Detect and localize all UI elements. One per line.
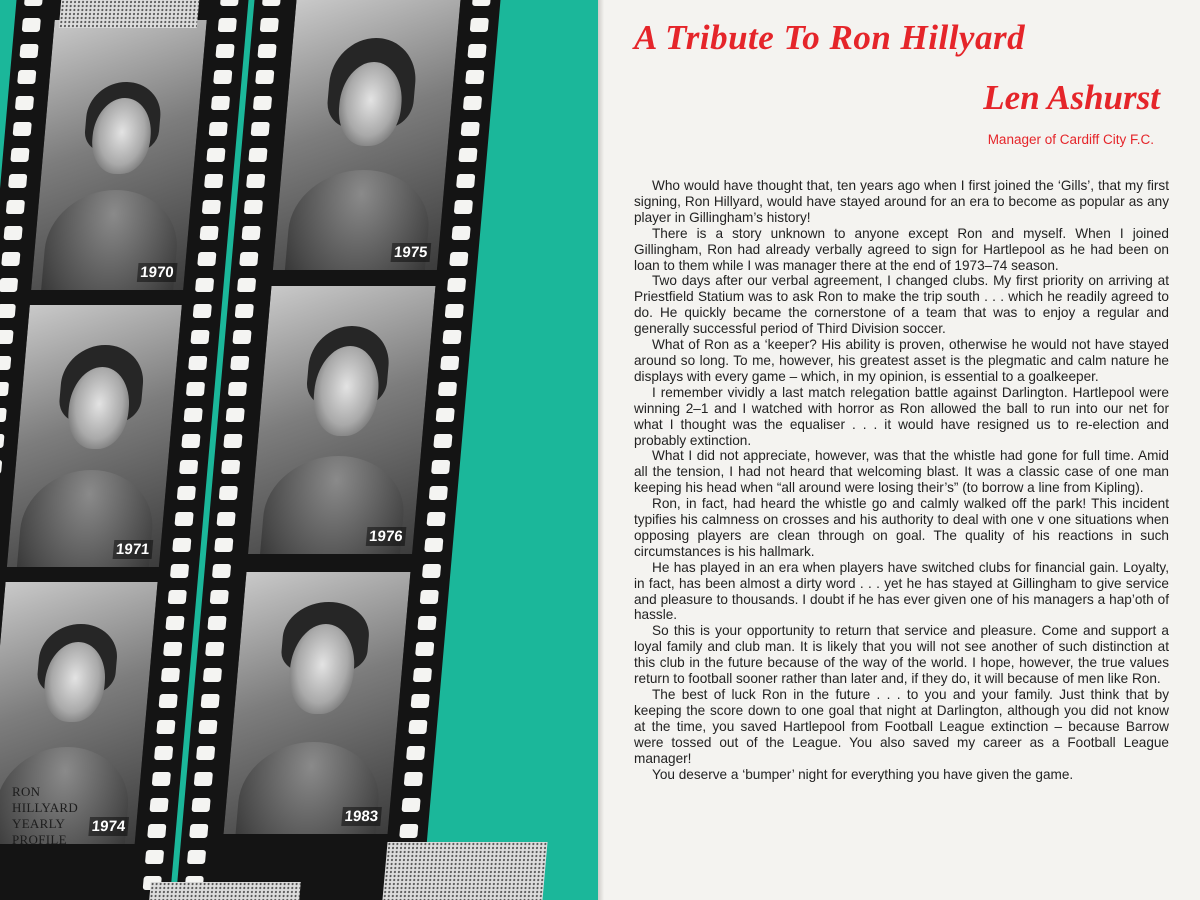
sprocket-hole bbox=[170, 564, 189, 578]
film-texture bbox=[382, 842, 547, 900]
sprocket-hole bbox=[201, 694, 220, 708]
sprocket-hole bbox=[0, 304, 16, 318]
sprocket-hole bbox=[193, 304, 212, 318]
sprocket-hole bbox=[200, 226, 219, 240]
sprocket-hole bbox=[1, 252, 20, 266]
sprocket-hole bbox=[239, 252, 258, 266]
sprocket-hole bbox=[4, 226, 23, 240]
sprocket-hole bbox=[19, 44, 38, 58]
article-paragraph: Ron, in fact, had heard the whistle go and calmly walked off the park! This incident typifies his calmness on crosses and his authority to deal with one v one situations when opposing players are clean through on goal. The quality of his reactions in such circumstances is his hallmark. bbox=[634, 496, 1169, 559]
sprocket-hole bbox=[156, 720, 175, 734]
sprocket-hole bbox=[149, 798, 168, 812]
sprocket-hole bbox=[196, 746, 215, 760]
photo-year-label: 1970 bbox=[136, 263, 177, 282]
sprocket-hole bbox=[207, 616, 226, 630]
sprocket-hole bbox=[463, 96, 482, 110]
sprocket-hole bbox=[15, 96, 34, 110]
sprocket-hole bbox=[461, 122, 480, 136]
sprocket-hole bbox=[442, 330, 461, 344]
sprocket-hole bbox=[262, 0, 281, 6]
sprocket-hole bbox=[426, 512, 445, 526]
sprocket-hole bbox=[10, 148, 29, 162]
sprocket-hole bbox=[251, 122, 270, 136]
sprocket-hole bbox=[197, 252, 216, 266]
sprocket-hole bbox=[194, 772, 213, 786]
sprocket-hole bbox=[152, 772, 171, 786]
sprocket-hole bbox=[417, 616, 436, 630]
sprocket-hole bbox=[186, 382, 205, 396]
sprocket-hole bbox=[454, 200, 473, 214]
sprocket-hole bbox=[230, 356, 249, 370]
sprocket-hole bbox=[13, 122, 32, 136]
sprocket-hole bbox=[465, 70, 484, 84]
article-title: A Tribute To Ron Hillyard bbox=[634, 18, 1026, 57]
sprocket-hole bbox=[452, 226, 471, 240]
photo-frame-1975 bbox=[273, 0, 461, 270]
photo-year-label: 1983 bbox=[341, 807, 382, 826]
sprocket-hole bbox=[179, 460, 198, 474]
profile-caption-line: YEARLY bbox=[12, 816, 66, 831]
sprocket-hole bbox=[204, 174, 223, 188]
sprocket-hole bbox=[401, 798, 420, 812]
sprocket-hole bbox=[413, 668, 432, 682]
sprocket-hole bbox=[449, 252, 468, 266]
sprocket-hole bbox=[0, 434, 5, 448]
author-role: Manager of Cardiff City F.C. bbox=[987, 132, 1154, 147]
right-page bbox=[604, 0, 1200, 900]
sprocket-hole bbox=[424, 538, 443, 552]
sprocket-hole bbox=[174, 512, 193, 526]
article-paragraph: So this is your opportunity to return that service and pleasure. Come and support a loyal family and club man. It is likely that you will not see another of such distinction at this club in the future because of the way of the world. I hope, however, the true values return to football sooner rather than later and, if they do, it will because of men like Ron. bbox=[634, 623, 1169, 687]
sprocket-hole bbox=[220, 0, 239, 6]
photo-frame-1976 bbox=[248, 286, 435, 554]
film-texture bbox=[149, 882, 301, 900]
sprocket-hole bbox=[184, 408, 203, 422]
sprocket-hole bbox=[172, 538, 191, 552]
left-page bbox=[0, 0, 598, 900]
sprocket-hole bbox=[211, 96, 230, 110]
sprocket-hole bbox=[429, 486, 448, 500]
sprocket-hole bbox=[458, 148, 477, 162]
sprocket-hole bbox=[257, 44, 276, 58]
sprocket-hole bbox=[467, 44, 486, 58]
sprocket-hole bbox=[244, 200, 263, 214]
sprocket-hole bbox=[8, 174, 27, 188]
sprocket-hole bbox=[470, 18, 489, 32]
article-body bbox=[634, 178, 1169, 782]
sprocket-hole bbox=[209, 122, 228, 136]
sprocket-hole bbox=[255, 70, 274, 84]
sprocket-hole bbox=[0, 330, 14, 344]
sprocket-hole bbox=[438, 382, 457, 396]
sprocket-hole bbox=[0, 460, 2, 474]
sprocket-hole bbox=[212, 564, 231, 578]
sprocket-hole bbox=[202, 200, 221, 214]
sprocket-hole bbox=[420, 590, 439, 604]
sprocket-hole bbox=[228, 382, 247, 396]
profile-caption-line: PROFILE bbox=[12, 832, 67, 847]
photo-year-label: 1975 bbox=[390, 243, 431, 262]
photo-frame-1970 bbox=[31, 20, 207, 290]
sprocket-hole bbox=[408, 720, 427, 734]
sprocket-hole bbox=[235, 304, 254, 318]
sprocket-hole bbox=[219, 486, 238, 500]
sprocket-hole bbox=[189, 824, 208, 838]
sprocket-hole bbox=[145, 850, 164, 864]
photo-frame-1983 bbox=[224, 572, 411, 834]
photo-year-label: 1974 bbox=[88, 817, 129, 836]
photo-year-label: 1971 bbox=[112, 540, 153, 559]
sprocket-hole bbox=[226, 408, 245, 422]
sprocket-hole bbox=[154, 746, 173, 760]
sprocket-hole bbox=[0, 382, 9, 396]
sprocket-hole bbox=[422, 564, 441, 578]
sprocket-hole bbox=[198, 720, 217, 734]
sprocket-hole bbox=[22, 18, 41, 32]
sprocket-hole bbox=[406, 746, 425, 760]
sprocket-hole bbox=[203, 668, 222, 682]
sprocket-hole bbox=[6, 200, 25, 214]
sprocket-hole bbox=[195, 278, 214, 292]
sprocket-hole bbox=[436, 408, 455, 422]
article-paragraph: There is a story unknown to anyone except Ron and myself. When I joined Gillingham, Ron had already verbally agreed to sign for Hartlepool as he had been on loan to them while I was manager there at the end of 1973–74 season. bbox=[634, 225, 1169, 273]
sprocket-hole bbox=[242, 226, 261, 240]
sprocket-hole bbox=[253, 96, 272, 110]
photo-frame-1971 bbox=[7, 305, 182, 567]
article-paragraph: The best of luck Ron in the future . . . to you and your family. Just think that by keeping the score down to one goal that night at Darlington, although you did not know at the time, you saved Hartlepool from Football League extinction – because Barrow were tossed out of the League. You also saved my career as a Football League manager! bbox=[634, 687, 1169, 766]
article-paragraph: I remember vividly a last match relegation battle against Darlington. Hartlepool were winning 2–1 and I watched with horror as Ron allowed the ball to run into our net for what I thought was the equaliser . . . it would have resigned us to re-election and probably extinction. bbox=[634, 384, 1169, 448]
sprocket-hole bbox=[24, 0, 43, 6]
sprocket-hole bbox=[205, 642, 224, 656]
article-paragraph: What I did not appreciate, however, was that the whistle had gone for full time. Amid all the tension, I had not heard that welcoming blast. It was a classic case of one man keeping his head when “all around were losing their’s” (to borrow a line from Kipling). bbox=[634, 448, 1169, 496]
sprocket-hole bbox=[187, 850, 206, 864]
sprocket-hole bbox=[188, 356, 207, 370]
sprocket-hole bbox=[472, 0, 491, 6]
sprocket-hole bbox=[214, 538, 233, 552]
article-paragraph: He has played in an era when players have switched clubs for financial gain. Loyalty, in fact, has been almost a dirty word . . . yet he has stayed at Gillingham to give service and pleasure to thousands. I doubt if he has ever given one of his managers a hap’oth of hassle. bbox=[634, 559, 1169, 623]
article-paragraph: Who would have thought that, ten years ago when I first joined the ‘Gills’, that my first signing, Ron Hillyard, would have stayed around for an era to become as popular as any player in Gillingham’s history! bbox=[634, 178, 1169, 225]
sprocket-hole bbox=[213, 70, 232, 84]
article-author: Len Ashurst bbox=[983, 78, 1160, 117]
sprocket-hole bbox=[0, 356, 11, 370]
sprocket-hole bbox=[399, 824, 418, 838]
sprocket-hole bbox=[0, 408, 7, 422]
sprocket-hole bbox=[181, 434, 200, 448]
sprocket-hole bbox=[260, 18, 279, 32]
sprocket-hole bbox=[190, 330, 209, 344]
sprocket-hole bbox=[17, 70, 36, 84]
sprocket-hole bbox=[210, 590, 229, 604]
sprocket-hole bbox=[221, 460, 240, 474]
sprocket-hole bbox=[445, 304, 464, 318]
profile-caption-line: HILLYARD bbox=[12, 800, 79, 815]
sprocket-hole bbox=[431, 460, 450, 474]
sprocket-hole bbox=[411, 694, 430, 708]
sprocket-hole bbox=[206, 148, 225, 162]
sprocket-hole bbox=[218, 18, 237, 32]
article-paragraph: What of Ron as a ‘keeper? His ability is proven, otherwise he would not have stayed around so long. To me, however, his greatest asset is the plegmatic and calm nature he displays with every game – which, in my opinion, is essential to a goalkeeper. bbox=[634, 337, 1169, 384]
sprocket-hole bbox=[433, 434, 452, 448]
sprocket-hole bbox=[246, 174, 265, 188]
sprocket-hole bbox=[147, 824, 166, 838]
sprocket-hole bbox=[215, 44, 234, 58]
sprocket-hole bbox=[415, 642, 434, 656]
sprocket-hole bbox=[404, 772, 423, 786]
sprocket-hole bbox=[223, 434, 242, 448]
photo-year-label: 1976 bbox=[365, 527, 406, 546]
sprocket-hole bbox=[161, 668, 180, 682]
sprocket-hole bbox=[165, 616, 184, 630]
sprocket-hole bbox=[0, 278, 18, 292]
film-texture bbox=[59, 0, 199, 28]
sprocket-hole bbox=[456, 174, 475, 188]
sprocket-hole bbox=[159, 694, 178, 708]
sprocket-hole bbox=[168, 590, 187, 604]
article-paragraph: You deserve a ‘bumper’ night for everything you have given the game. bbox=[652, 766, 1074, 782]
profile-caption-line: RON bbox=[12, 784, 41, 799]
sprocket-hole bbox=[191, 798, 210, 812]
sprocket-hole bbox=[237, 278, 256, 292]
sprocket-hole bbox=[447, 278, 466, 292]
sprocket-hole bbox=[216, 512, 235, 526]
sprocket-hole bbox=[163, 642, 182, 656]
sprocket-hole bbox=[440, 356, 459, 370]
sprocket-hole bbox=[232, 330, 251, 344]
sprocket-hole bbox=[177, 486, 196, 500]
article-paragraph: Two days after our verbal agreement, I changed clubs. My first priority on arriving at Priestfield Statium was to ask Ron to make the trip south . . . which he readily agreed to do. He quickly became the cornerstone of a team that was to enjoy a regular and generally successful period of Third Division soccer. bbox=[634, 273, 1169, 337]
profile-caption bbox=[12, 784, 78, 848]
sprocket-hole bbox=[248, 148, 267, 162]
